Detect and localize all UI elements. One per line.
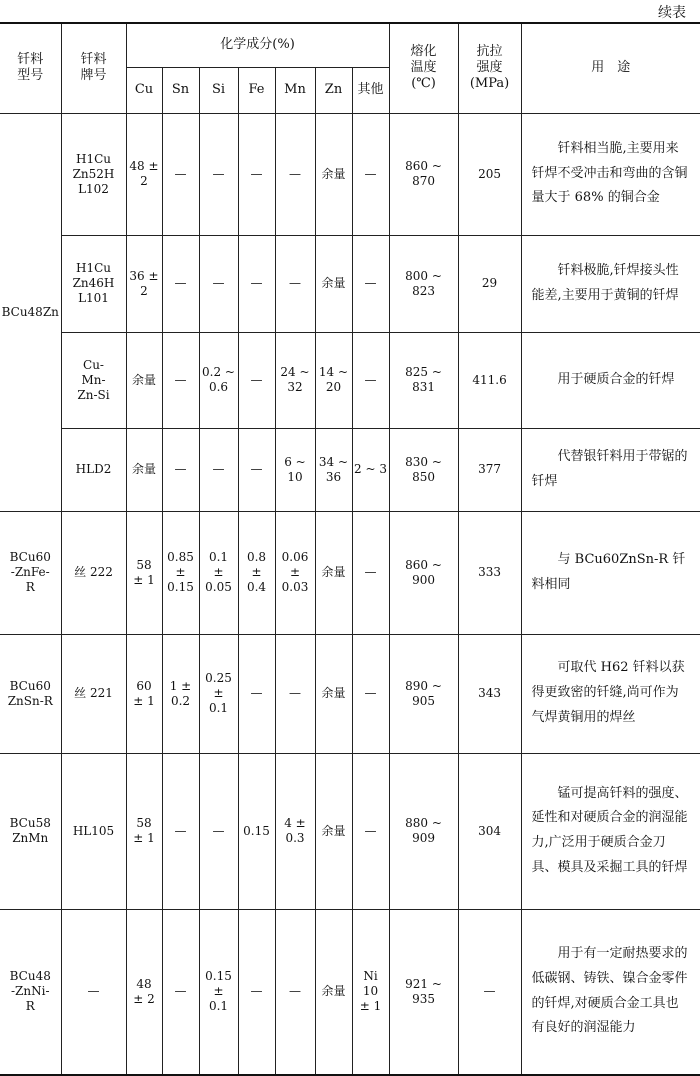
grade-cell: BCu58 ZnMn	[0, 753, 61, 909]
melting-temp-cell: 890 ~ 905	[389, 634, 458, 753]
composition-cell: 60 ± 1	[126, 634, 162, 753]
brand-cell: 丝 222	[61, 511, 126, 634]
continued-label: 续表	[658, 5, 686, 21]
composition-cell: 余量	[315, 909, 352, 1075]
melting-temp-cell: 800 ~ 823	[389, 235, 458, 332]
composition-cell: 余量	[315, 113, 352, 235]
composition-cell: 6 ~ 10	[275, 428, 315, 511]
header-element: Zn	[315, 67, 352, 113]
melting-temp-cell: 880 ~ 909	[389, 753, 458, 909]
composition-cell: —	[352, 235, 389, 332]
tensile-strength-cell: —	[458, 909, 521, 1075]
composition-cell: —	[238, 428, 275, 511]
composition-cell: 14 ~ 20	[315, 332, 352, 428]
header-brand: 钎料 牌号	[61, 23, 126, 113]
composition-cell: 余量	[315, 753, 352, 909]
composition-cell: —	[162, 113, 199, 235]
composition-cell: 0.06 ± 0.03	[275, 511, 315, 634]
table-row	[0, 428, 700, 511]
composition-cell: 2 ~ 3	[352, 428, 389, 511]
composition-cell: —	[238, 235, 275, 332]
composition-cell: —	[352, 753, 389, 909]
melting-temp-cell: 830 ~ 850	[389, 428, 458, 511]
composition-cell: 余量	[126, 428, 162, 511]
composition-cell: —	[199, 753, 238, 909]
grade-cell: BCu48 -ZnNi- R	[0, 909, 61, 1075]
composition-cell: 58 ± 1	[126, 753, 162, 909]
header-use: 用 途	[521, 23, 700, 113]
use-cell: 用于硬质合金的钎焊	[521, 332, 700, 428]
brazing-alloy-table	[0, 22, 700, 1076]
melting-temp-cell: 921 ~ 935	[389, 909, 458, 1075]
composition-cell: —	[275, 634, 315, 753]
header-tensile-strength: 抗拉 强度 (MPa)	[458, 23, 521, 113]
composition-cell: 0.1 ± 0.05	[199, 511, 238, 634]
composition-cell: —	[199, 235, 238, 332]
composition-cell: 58 ± 1	[126, 511, 162, 634]
table-row	[0, 511, 700, 634]
composition-cell: 0.2 ~ 0.6	[199, 332, 238, 428]
tensile-strength-cell: 205	[458, 113, 521, 235]
brand-cell: HL105	[61, 753, 126, 909]
tensile-strength-cell: 304	[458, 753, 521, 909]
brand-cell: H1Cu Zn46H L101	[61, 235, 126, 332]
composition-cell: —	[352, 511, 389, 634]
composition-cell: —	[352, 634, 389, 753]
brand-cell: 丝 221	[61, 634, 126, 753]
table-row	[0, 753, 700, 909]
composition-cell: 24 ~ 32	[275, 332, 315, 428]
composition-cell: —	[162, 235, 199, 332]
composition-cell: Ni 10 ± 1	[352, 909, 389, 1075]
composition-cell: —	[352, 113, 389, 235]
header-element: 其他	[352, 67, 389, 113]
composition-cell: —	[199, 113, 238, 235]
header-element: Si	[199, 67, 238, 113]
composition-cell: 0.15 ± 0.1	[199, 909, 238, 1075]
table-row	[0, 909, 700, 1075]
composition-cell: 48 ± 2	[126, 909, 162, 1075]
melting-temp-cell: 860 ~ 870	[389, 113, 458, 235]
use-cell: 锰可提高钎料的强度、延性和对硬质合金的润湿能力,广泛用于硬质合金刀具、模具及采掘工具的钎焊	[521, 753, 700, 909]
composition-cell: 36 ± 2	[126, 235, 162, 332]
use-cell: 可取代 H62 钎料以获得更致密的钎缝,尚可作为气焊黄铜用的焊丝	[521, 634, 700, 753]
composition-cell: —	[162, 332, 199, 428]
table-row	[0, 235, 700, 332]
composition-cell: —	[275, 235, 315, 332]
composition-cell: —	[238, 113, 275, 235]
header-element: Sn	[162, 67, 199, 113]
composition-cell: 余量	[315, 634, 352, 753]
header-element: Fe	[238, 67, 275, 113]
header-element: Mn	[275, 67, 315, 113]
grade-cell: BCu60 ZnSn-R	[0, 634, 61, 753]
use-cell: 代替银钎料用于带锯的钎焊	[521, 428, 700, 511]
composition-cell: —	[199, 428, 238, 511]
grade-cell: BCu60 -ZnFe- R	[0, 511, 61, 634]
composition-cell: 0.85 ± 0.15	[162, 511, 199, 634]
composition-cell: 48 ± 2	[126, 113, 162, 235]
melting-temp-cell: 825 ~ 831	[389, 332, 458, 428]
composition-cell: —	[275, 113, 315, 235]
composition-cell: 0.15	[238, 753, 275, 909]
table-row	[0, 634, 700, 753]
brand-cell: Cu- Mn- Zn-Si	[61, 332, 126, 428]
composition-cell: —	[352, 332, 389, 428]
tensile-strength-cell: 333	[458, 511, 521, 634]
composition-cell: —	[238, 909, 275, 1075]
composition-cell: 1 ± 0.2	[162, 634, 199, 753]
composition-cell: —	[162, 428, 199, 511]
header-element: Cu	[126, 67, 162, 113]
use-cell: 与 BCu60ZnSn-R 钎料相同	[521, 511, 700, 634]
brand-cell: H1Cu Zn52H L102	[61, 113, 126, 235]
composition-cell: 余量	[315, 511, 352, 634]
composition-cell: —	[238, 332, 275, 428]
header-chemical-composition: 化学成分(%)	[126, 23, 389, 67]
composition-cell: 余量	[315, 235, 352, 332]
composition-cell: 34 ~ 36	[315, 428, 352, 511]
composition-cell: 0.8 ± 0.4	[238, 511, 275, 634]
composition-cell: —	[238, 634, 275, 753]
composition-cell: 0.25 ± 0.1	[199, 634, 238, 753]
composition-cell: —	[275, 909, 315, 1075]
brand-cell: HLD2	[61, 428, 126, 511]
header-melting-temp: 熔化 温度 (℃)	[389, 23, 458, 113]
composition-cell: 4 ± 0.3	[275, 753, 315, 909]
use-cell: 钎料极脆,钎焊接头性能差,主要用于黄铜的钎焊	[521, 235, 700, 332]
composition-cell: —	[162, 909, 199, 1075]
table-row	[0, 332, 700, 428]
tensile-strength-cell: 343	[458, 634, 521, 753]
header-grade: 钎料 型号	[0, 23, 61, 113]
brand-cell: —	[61, 909, 126, 1075]
table-row	[0, 113, 700, 235]
tensile-strength-cell: 411.6	[458, 332, 521, 428]
melting-temp-cell: 860 ~ 900	[389, 511, 458, 634]
tensile-strength-cell: 377	[458, 428, 521, 511]
grade-cell: BCu48Zn	[0, 113, 61, 511]
use-cell: 用于有一定耐热要求的低碳钢、铸铁、镍合金零件的钎焊,对硬质合金工具也有良好的润湿能力	[521, 909, 700, 1075]
use-cell: 钎料相当脆,主要用来钎焊不受冲击和弯曲的含铜量大于 68% 的铜合金	[521, 113, 700, 235]
composition-cell: —	[162, 753, 199, 909]
tensile-strength-cell: 29	[458, 235, 521, 332]
composition-cell: 余量	[126, 332, 162, 428]
